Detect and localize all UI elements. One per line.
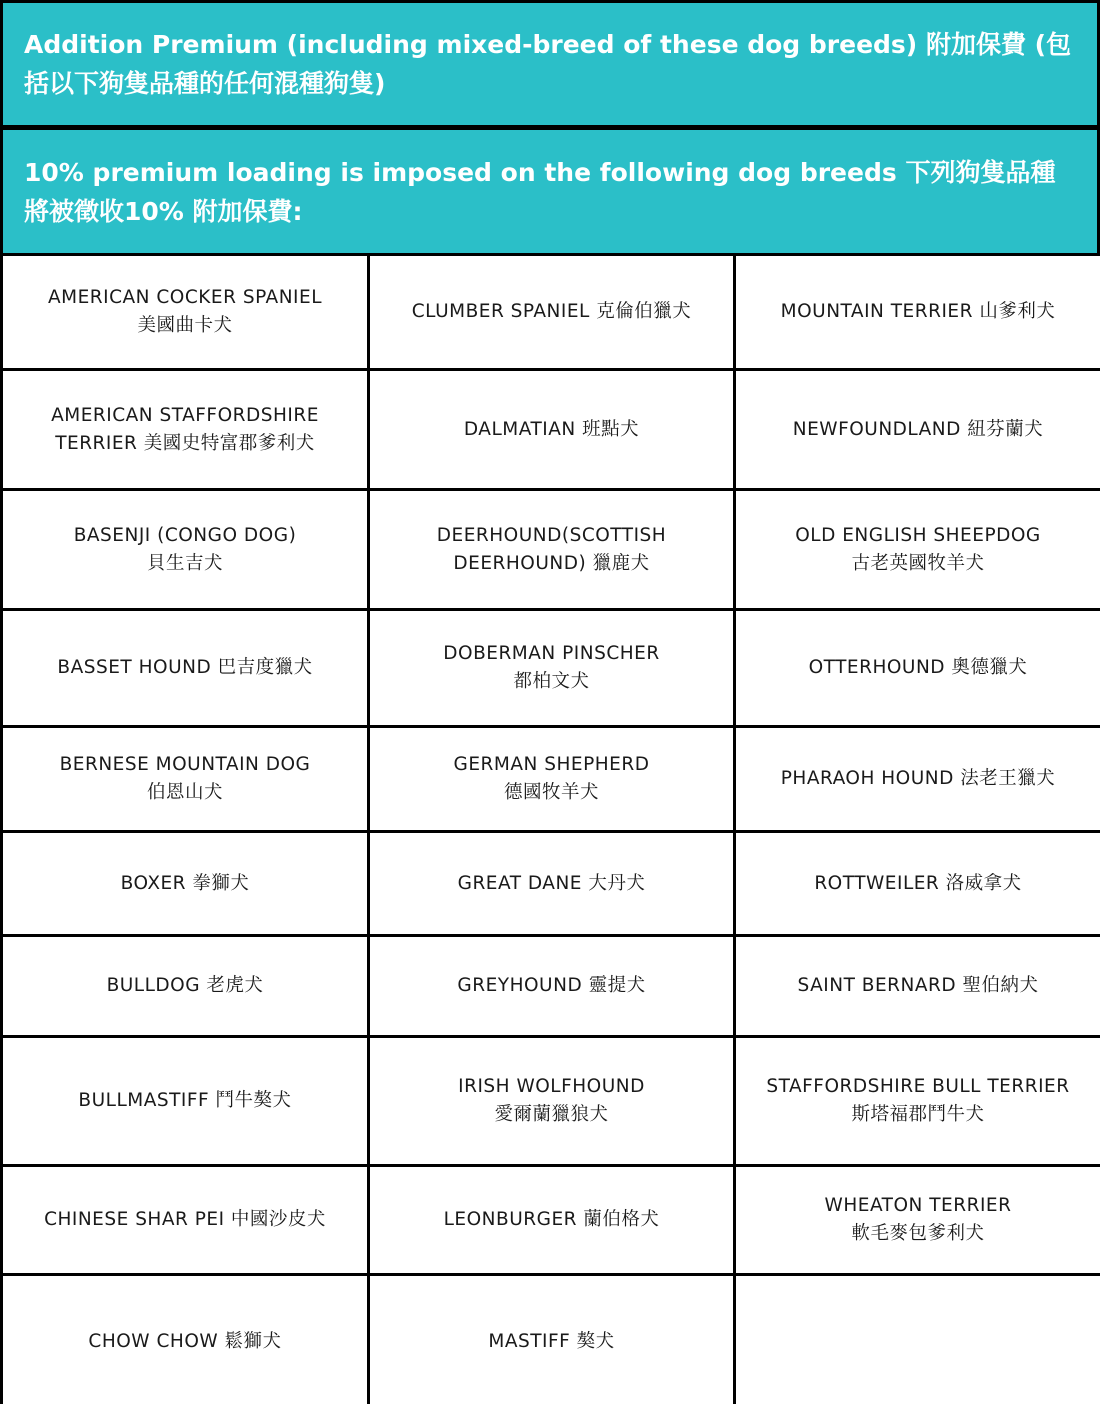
breed-cell: BULLDOG 老虎犬 xyxy=(3,937,367,1035)
breed-cell: GREAT DANE 大丹犬 xyxy=(370,833,733,934)
breed-cell: AMERICAN STAFFORDSHIRE TERRIER 美國史特富郡爹利犬 xyxy=(3,371,367,488)
breed-cell: ROTTWEILER 洛威拿犬 xyxy=(736,833,1100,934)
breed-cell: GREYHOUND 靈提犬 xyxy=(370,937,733,1035)
empty-cell xyxy=(736,1276,1100,1407)
breed-cell: BASSET HOUND 巴吉度獵犬 xyxy=(3,611,367,725)
premium-subtitle: 10% premium loading is imposed on the following dog breeds 下列狗隻品種將被徵收10% 附加保費: xyxy=(24,157,1056,226)
breed-cell: STAFFORDSHIRE BULL TERRIER 斯塔福郡鬥牛犬 xyxy=(736,1038,1100,1164)
breed-cell: CHINESE SHAR PEI 中國沙皮犬 xyxy=(3,1167,367,1273)
breed-cell: AMERICAN COCKER SPANIEL 美國曲卡犬 xyxy=(3,256,367,368)
breed-cell: DOBERMAN PINSCHER 都柏文犬 xyxy=(370,611,733,725)
breed-cell: GERMAN SHEPHERD 德國牧羊犬 xyxy=(370,728,733,830)
premium-title: Addition Premium (including mixed-breed of these dog breeds) 附加保費 (包括以下狗隻品種的任何混種狗隻) xyxy=(24,30,1072,98)
breed-cell: OTTERHOUND 奧德獵犬 xyxy=(736,611,1100,725)
breed-cell: BASENJI (CONGO DOG) 貝生吉犬 xyxy=(3,491,367,608)
breed-cell: DALMATIAN 班點犬 xyxy=(370,371,733,488)
breed-cell: SAINT BERNARD 聖伯納犬 xyxy=(736,937,1100,1035)
breed-cell: DEERHOUND(SCOTTISH DEERHOUND) 獵鹿犬 xyxy=(370,491,733,608)
breed-cell: BOXER 拳獅犬 xyxy=(3,833,367,934)
breed-cell: NEWFOUNDLAND 紐芬蘭犬 xyxy=(736,371,1100,488)
breed-cell: CLUMBER SPANIEL 克倫伯獵犬 xyxy=(370,256,733,368)
breed-cell: OLD ENGLISH SHEEPDOG 古老英國牧羊犬 xyxy=(736,491,1100,608)
premium-title-banner xyxy=(3,3,1097,125)
breed-cell: BERNESE MOUNTAIN DOG 伯恩山犬 xyxy=(3,728,367,830)
breed-cell: CHOW CHOW 鬆獅犬 xyxy=(3,1276,367,1407)
breed-cell: LEONBURGER 蘭伯格犬 xyxy=(370,1167,733,1273)
breed-cell: MOUNTAIN TERRIER 山爹利犬 xyxy=(736,256,1100,368)
breed-table xyxy=(0,256,1100,1404)
breed-cell: IRISH WOLFHOUND 愛爾蘭獵狼犬 xyxy=(370,1038,733,1164)
breed-cell: WHEATON TERRIER 軟毛麥包爹利犬 xyxy=(736,1167,1100,1273)
breed-cell: MASTIFF 獒犬 xyxy=(370,1276,733,1407)
premium-subtitle-banner xyxy=(3,130,1097,253)
breed-cell: PHARAOH HOUND 法老王獵犬 xyxy=(736,728,1100,830)
breed-cell: BULLMASTIFF 鬥牛獒犬 xyxy=(3,1038,367,1164)
